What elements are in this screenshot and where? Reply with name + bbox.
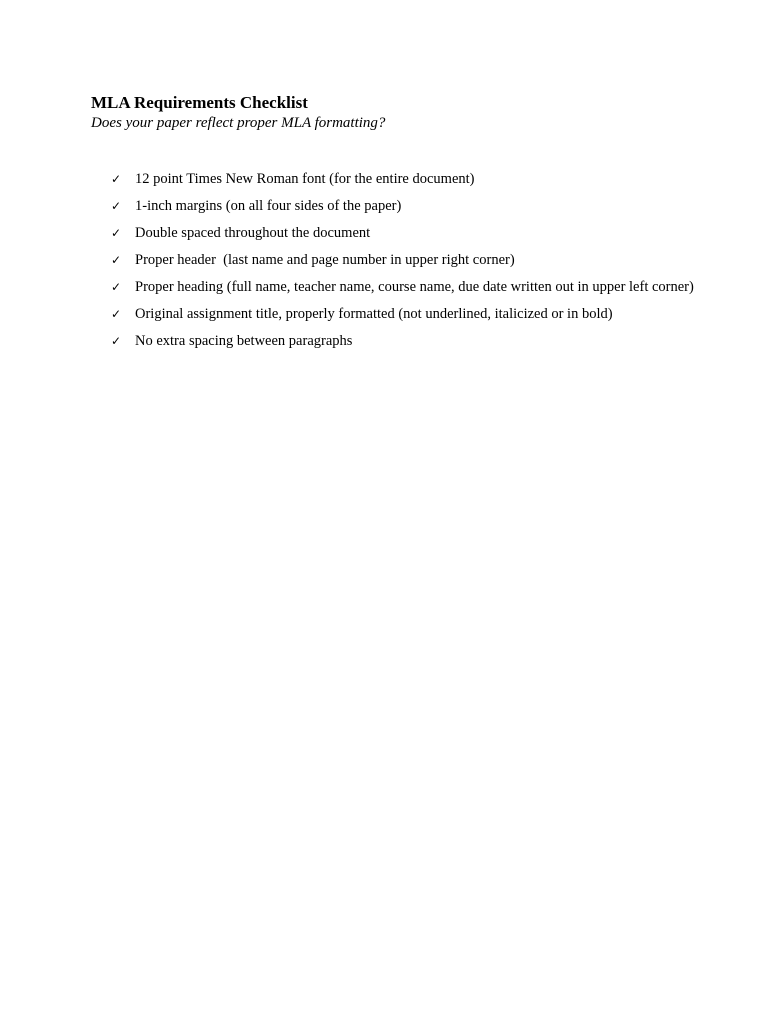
check-mark-icon: ✓ (111, 172, 122, 186)
requirements-checklist (111, 166, 701, 355)
checklist-item-text: 12 point Times New Roman font (for the entire document) (135, 171, 475, 187)
checklist-item (111, 193, 701, 220)
checklist-item (111, 328, 701, 355)
checklist-item (111, 166, 701, 193)
check-mark-icon: ✓ (111, 199, 122, 213)
check-mark-icon: ✓ (111, 307, 122, 321)
page-subtitle: Does your paper reflect proper MLA formatting? (91, 115, 386, 131)
checklist-item-text: No extra spacing between paragraphs (135, 333, 353, 349)
check-mark-icon: ✓ (111, 280, 122, 294)
check-mark-icon: ✓ (111, 226, 122, 240)
checklist-item (111, 301, 701, 328)
checklist-item (111, 247, 701, 274)
page-title: MLA Requirements Checklist (91, 93, 308, 112)
check-mark-icon: ✓ (111, 253, 122, 267)
checklist-item (111, 220, 701, 247)
checklist-item-text: Proper header (last name and page number in upper right corner) (135, 252, 515, 268)
check-mark-icon: ✓ (111, 334, 122, 348)
checklist-item-text: Double spaced throughout the document (135, 225, 371, 241)
checklist-item-text: Original assignment title, properly formatted (not underlined, italicized or in bold) (135, 306, 613, 322)
checklist-item (111, 274, 701, 301)
checklist-item-text: 1-inch margins (on all four sides of the paper) (135, 198, 402, 214)
checklist-item-text: Proper heading (full name, teacher name, course name, due date written out in upper left corner) (135, 279, 694, 295)
